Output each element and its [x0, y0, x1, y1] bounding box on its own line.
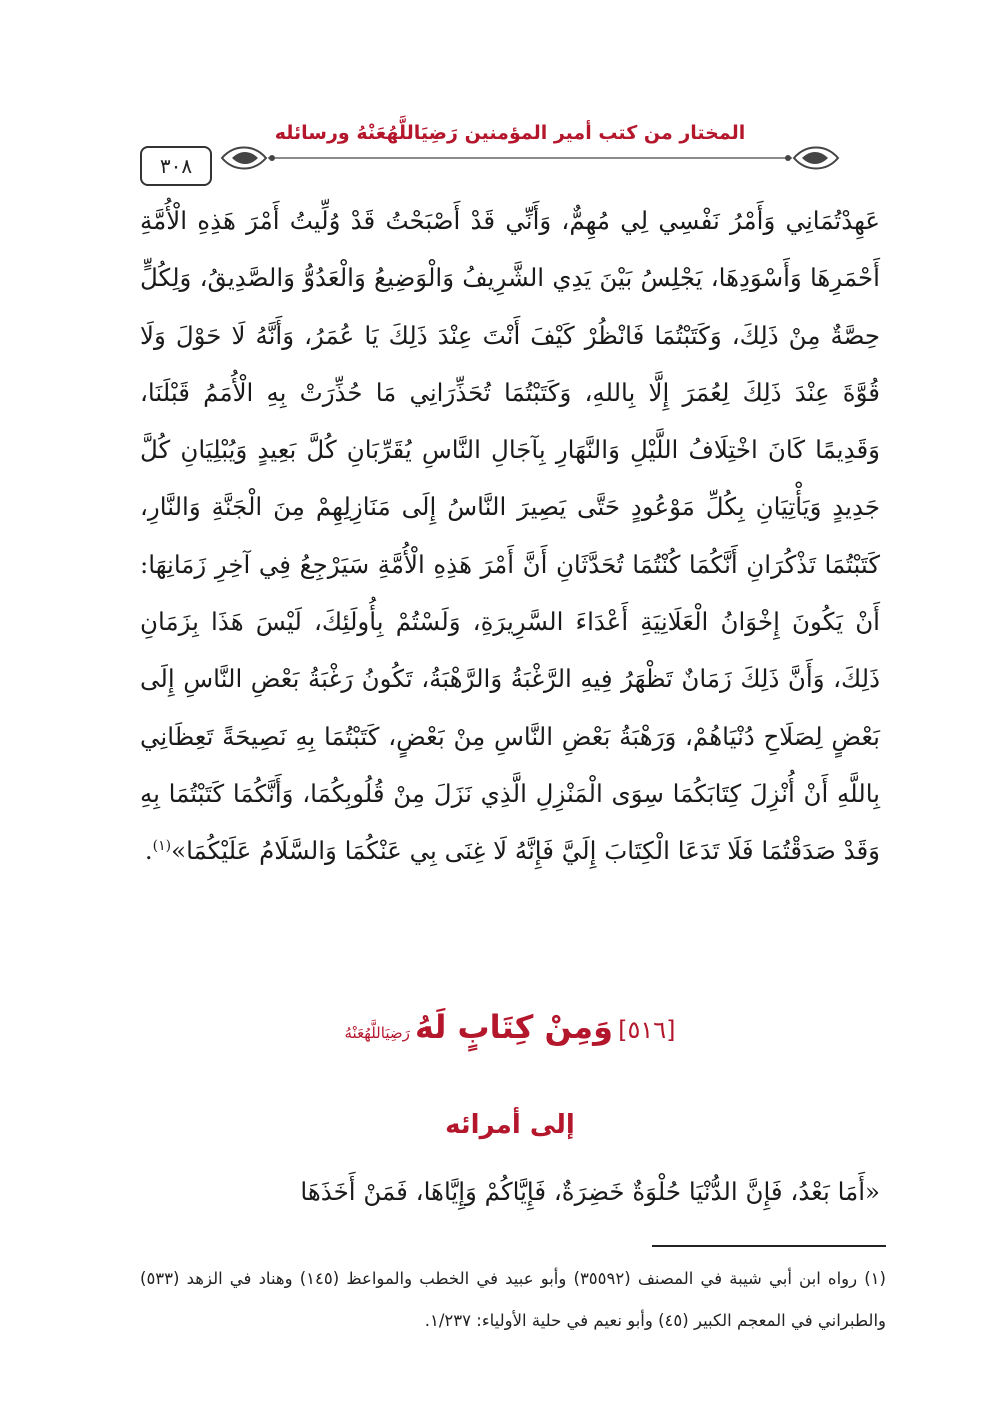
running-title: المختار من كتب أمير المؤمنين رَضِيَاللَّهُعَنْهُ ورسائله: [274, 122, 746, 144]
footnote: (١) رواه ابن أبي شيبة في المصنف (٣٥٥٩٢) وأبو عبيد في الخطب والمواعظ (١٤٥) وهناد في الزهد (٥٣٣) والطبراني في المعجم الكبير (٤٥) وأبو نعيم في حلية الأولياء: ١/٢٣٧.: [140, 1269, 886, 1330]
section-opening-text: «أَمَا بَعْدُ، فَإِنَّ الدُّنْيَا حُلْوَةٌ خَضِرَةٌ، فَإِيَّاكُمْ وَإِيَّاهَا، فَمَنْ أَخَذَهَا: [300, 1177, 880, 1206]
body-text: عَهِدْتُمَانِي وَأَمْرُ نَفْسِي لِي مُهِمٌّ، وَأَنِّي قَدْ أَصْبَحْتُ قَدْ وُلِّيتُ أَمْرَ هَذِهِ الْأُمَّةِ أَحْمَرِهَا وَأَسْوَدِهَا، يَجْلِسُ بَيْنَ يَدِي الشَّرِيفُ وَالْوَضِيعُ وَالْعَدُوُّ وَالصَّدِيقُ، وَلِكُلٍّ حِصَّةٌ مِنْ ذَلِكَ، وَكَتَبْتُمَا فَانْظُرْ كَيْفَ أَنْتَ عِنْدَ ذَلِكَ يَا عُمَرُ، وَأَنَّهُ لَا حَوْلَ وَلَا قُوَّةَ عِنْدَ ذَلِكَ لِعُمَرَ إِلَّا بِاللهِ، وَكَتَبْتُمَا تُحَذِّرَانِي مَا حُذِّرَتْ بِهِ الْأُمَمُ قَبْلَنَا، وَقَدِيمًا كَانَ اخْتِلَافُ اللَّيْلِ وَالنَّهَارِ بِآجَالِ النَّاسِ يُقَرِّبَانِ كُلَّ بَعِيدٍ وَيُبْلِيَانِ كُلَّ جَدِيدٍ وَيَأْتِيَانِ بِكُلِّ مَوْعُودٍ حَتَّى يَصِيرَ النَّاسُ إِلَى مَنَازِلِهِمْ مِنَ الْجَنَّةِ وَالنَّارِ، كَتَبْتُمَا تَذْكُرَانِ أَنَّكُمَا كُنْتُمَا تُحَدَّثَانِ أَنَّ أَمْرَ هَذِهِ الْأُمَّةِ سَيَرْجِعُ فِي آخِرِ زَمَانِهَا: أَنْ يَكُونَ إِخْوَانُ الْعَلَانِيَةِ أَعْدَاءَ السَّرِيرَةِ، وَلَسْتُمْ بِأُولَئِكَ، لَيْسَ هَذَا بِزَمَانِ ذَلِكَ، وَأَنَّ ذَلِكَ زَمَانٌ تَظْهَرُ فِيهِ الرَّغْبَةُ وَالرَّهْبَةُ، تَكُونُ رَغْبَةُ بَعْضِ النَّاسِ إِلَى بَعْضٍ لِصَلَاحِ دُنْيَاهُمْ، وَرَهْبَةُ بَعْضِ النَّاسِ مِنْ بَعْضٍ، كَتَبْتُمَا بِهِ نَصِيحَةً تَعِظَانِي بِاللَّهِ أَنْ أُنْزِلَ كِتَابَكُمَا سِوَى الْمَنْزِلِ الَّذِي نَزَلَ مِنْ قُلُوبِكُمَا، وَأَنَّكُمَا كَتَبْتُمَا بِهِ وَقَدْ صَدَقْتُمَا فَلَا تَدَعَا الْكِتَابَ إِلَيَّ فَإِنَّهُ لَا غِنَى بِي عَنْكُمَا وَالسَّلَامُ عَلَيْكُمَا»: [140, 206, 880, 866]
page-number: ٣٠٨: [140, 146, 212, 186]
body-end-mark: .: [144, 836, 153, 866]
running-header: [140, 118, 880, 178]
section-honorific: رَضِيَاللَّهُعَنْهُ: [344, 1024, 410, 1042]
body-paragraph: [140, 192, 880, 880]
footnote-reference[interactable]: (١): [152, 838, 172, 855]
section-subtitle: إلى أمرائه: [445, 1110, 575, 1140]
header-ornament-icon: [220, 140, 840, 176]
section-heading: [140, 1008, 880, 1068]
section-number: [٥١٦]: [618, 1016, 676, 1044]
section-title: وَمِنْ كِتَابٍ لَهُ: [414, 1008, 613, 1046]
footnote-divider: [652, 1245, 886, 1247]
